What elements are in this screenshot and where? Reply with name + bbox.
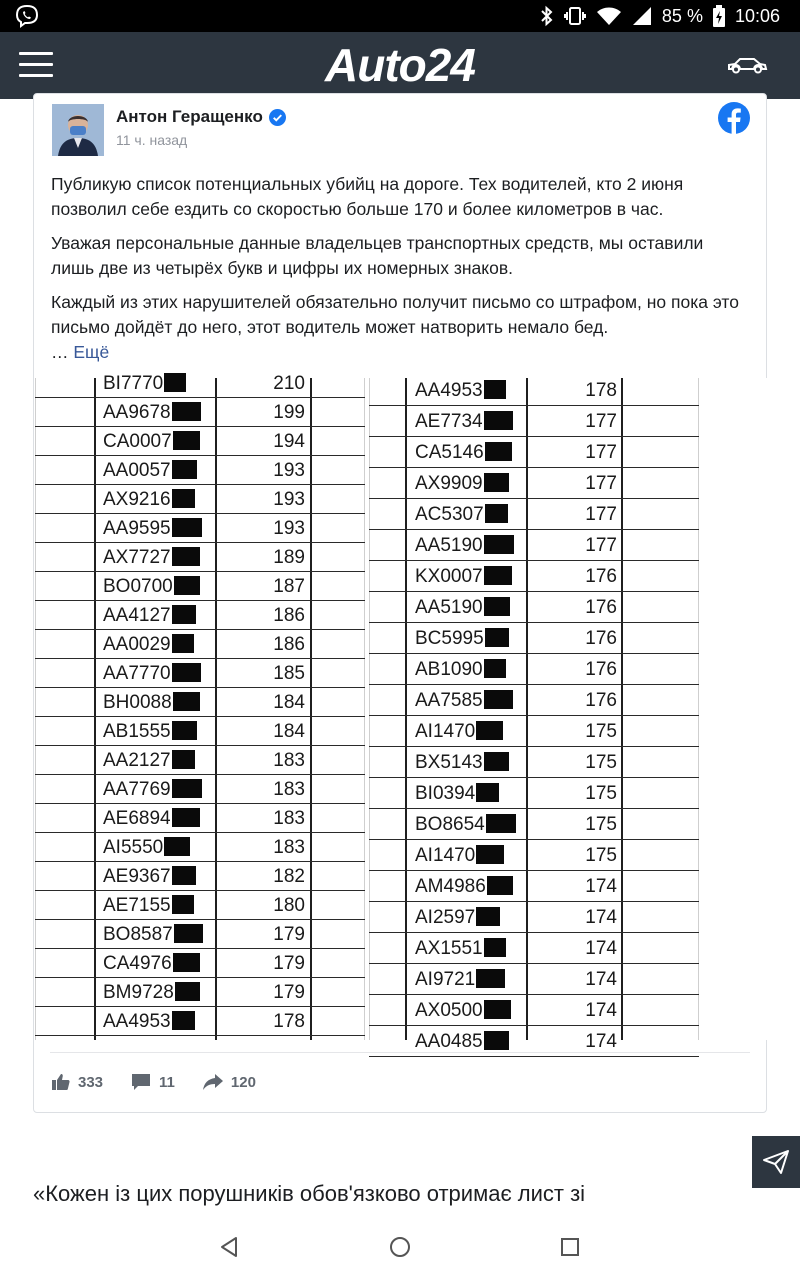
article-quote: «Кожен із цих порушників обов'язково отримає лист зі xyxy=(33,1181,586,1206)
plate-number xyxy=(415,907,500,929)
home-icon[interactable] xyxy=(388,1235,412,1259)
vibrate-icon xyxy=(564,6,586,26)
post-timestamp[interactable]: 11 ч. назад xyxy=(116,132,188,148)
plate-text: BO0700 xyxy=(103,575,173,597)
viber-icon xyxy=(14,4,40,28)
plate-text: BX5143 xyxy=(415,751,483,773)
redaction-block xyxy=(484,411,513,430)
plate-text: AI1470 xyxy=(415,720,476,742)
speed-value: 194 xyxy=(273,430,305,452)
redaction-block xyxy=(476,783,499,802)
plate-number xyxy=(415,659,506,681)
table-row xyxy=(35,949,365,978)
car-icon[interactable] xyxy=(726,54,768,76)
speed-value: 183 xyxy=(273,836,305,858)
table-row xyxy=(369,530,699,561)
redaction-block xyxy=(485,442,512,461)
speed-value: 174 xyxy=(585,906,617,928)
plate-number xyxy=(103,808,200,830)
table-row xyxy=(35,833,365,862)
plate-text: AX1551 xyxy=(415,937,483,959)
bluetooth-icon xyxy=(540,6,554,26)
plate-number xyxy=(415,411,513,433)
back-icon[interactable] xyxy=(218,1235,242,1259)
plate-number xyxy=(103,692,200,714)
table-row xyxy=(35,746,365,775)
plate-number xyxy=(415,845,504,867)
speed-value: 180 xyxy=(273,894,305,916)
plate-text: AX9909 xyxy=(415,472,483,494)
signal-icon xyxy=(632,6,652,26)
speed-table-left xyxy=(35,372,365,1040)
speed-value: 186 xyxy=(273,604,305,626)
clock: 10:06 xyxy=(734,5,780,26)
speed-value: 175 xyxy=(585,751,617,773)
speed-value: 175 xyxy=(585,813,617,835)
speed-value: 175 xyxy=(585,720,617,742)
like-button[interactable] xyxy=(52,1073,103,1091)
table-row xyxy=(369,685,699,716)
plate-number xyxy=(415,721,503,743)
plate-number xyxy=(415,752,509,774)
table-row xyxy=(35,398,365,427)
plate-text: AE7734 xyxy=(415,410,483,432)
table-row xyxy=(369,406,699,437)
redaction-block xyxy=(484,535,514,554)
speed-value: 177 xyxy=(585,410,617,432)
plate-number xyxy=(415,938,506,960)
comment-count: 11 xyxy=(159,1073,175,1091)
table-row xyxy=(35,456,365,485)
plate-text: AA7770 xyxy=(103,662,171,684)
post-paragraph xyxy=(51,290,751,365)
plate-text: AB1090 xyxy=(415,658,483,680)
redaction-block xyxy=(484,938,506,957)
redaction-block xyxy=(485,628,509,647)
speed-value: 189 xyxy=(273,546,305,568)
avatar[interactable] xyxy=(52,104,104,156)
table-row xyxy=(35,862,365,891)
plate-text: BC5995 xyxy=(415,627,484,649)
plate-text: KX0007 xyxy=(415,565,483,587)
plate-text: BO8654 xyxy=(415,813,485,835)
author-name[interactable]: Антон Геращенко xyxy=(116,107,263,126)
redaction-block xyxy=(476,907,500,926)
plate-number xyxy=(415,876,513,898)
speed-value: 193 xyxy=(273,488,305,510)
redaction-block xyxy=(172,808,200,827)
table-row xyxy=(35,978,365,1007)
redaction-block xyxy=(484,1000,511,1019)
redaction-block xyxy=(476,721,503,740)
redaction-block xyxy=(172,547,200,566)
plate-text: AX0500 xyxy=(415,999,483,1021)
redaction-block xyxy=(172,634,194,653)
speed-value: 175 xyxy=(585,844,617,866)
speed-value: 193 xyxy=(273,517,305,539)
plate-number xyxy=(103,1011,195,1033)
redaction-block xyxy=(484,380,506,399)
table-row xyxy=(369,654,699,685)
plate-text: AI2597 xyxy=(415,906,476,928)
plate-number xyxy=(103,750,195,772)
table-row xyxy=(35,543,365,572)
speed-value: 186 xyxy=(273,633,305,655)
speed-value: 177 xyxy=(585,441,617,463)
redaction-block xyxy=(484,752,509,771)
plate-number xyxy=(103,982,200,1004)
table-row xyxy=(369,840,699,871)
share-button[interactable] xyxy=(203,1074,256,1091)
plate-number xyxy=(103,518,202,540)
speed-value: 183 xyxy=(273,778,305,800)
redaction-block xyxy=(173,692,200,711)
redaction-block xyxy=(484,597,510,616)
plate-text: AE7155 xyxy=(103,894,171,916)
plate-text: AA0057 xyxy=(103,459,171,481)
table-row xyxy=(369,933,699,964)
speed-value: 177 xyxy=(585,534,617,556)
table-row xyxy=(35,572,365,601)
plate-text: CA5146 xyxy=(415,441,484,463)
plate-text: AA4127 xyxy=(103,604,171,626)
speed-value: 177 xyxy=(585,472,617,494)
redaction-block xyxy=(164,837,190,856)
plate-text: AX9216 xyxy=(103,488,171,510)
plate-number xyxy=(103,547,200,569)
see-more-link[interactable]: Ещё xyxy=(73,342,110,362)
table-row xyxy=(369,871,699,902)
table-row xyxy=(35,369,365,398)
post-actions xyxy=(52,1062,256,1102)
plate-text: BH0088 xyxy=(103,691,172,713)
table-row xyxy=(369,375,699,406)
plate-number xyxy=(415,597,510,619)
redaction-block xyxy=(172,866,196,885)
thumbs-up-icon xyxy=(52,1073,70,1091)
post-image[interactable] xyxy=(35,372,767,1052)
table-row xyxy=(35,601,365,630)
plate-number xyxy=(103,779,202,801)
plate-text: AA2127 xyxy=(103,749,171,771)
redaction-block xyxy=(172,489,195,508)
like-count: 333 xyxy=(78,1073,104,1091)
plate-number xyxy=(103,866,196,888)
plate-number xyxy=(103,953,200,975)
plate-number xyxy=(415,628,509,650)
table-row xyxy=(369,468,699,499)
plate-text: AI9721 xyxy=(415,968,476,990)
table-row xyxy=(35,514,365,543)
plate-text: BM9728 xyxy=(103,981,174,1003)
app-header xyxy=(0,32,800,99)
table-row xyxy=(35,427,365,456)
plate-number xyxy=(415,814,516,836)
speed-value: 187 xyxy=(273,575,305,597)
plate-text: CA4976 xyxy=(103,952,172,974)
speed-value: 176 xyxy=(585,565,617,587)
table-row xyxy=(369,995,699,1026)
speed-value: 193 xyxy=(273,459,305,481)
plate-number xyxy=(103,663,201,685)
page-content xyxy=(0,99,800,1215)
table-row xyxy=(35,717,365,746)
redaction-block xyxy=(174,924,203,943)
status-bar xyxy=(0,0,800,32)
plate-text: CA0007 xyxy=(103,430,172,452)
table-row xyxy=(369,747,699,778)
post-paragraph: Уважая персональные данные владельцев транспортных средств, мы оставили лишь две из четырёх букв и цифры их номерных знаков. xyxy=(51,233,704,278)
redaction-block xyxy=(172,1011,195,1030)
plate-number xyxy=(103,489,195,511)
speed-value: 176 xyxy=(585,658,617,680)
plate-text: AM4986 xyxy=(415,875,486,897)
table-row xyxy=(35,659,365,688)
plate-number xyxy=(103,576,200,598)
plate-text: BO8587 xyxy=(103,923,173,945)
share-arrow-icon xyxy=(203,1074,223,1090)
plate-text: AA0485 xyxy=(415,1030,483,1052)
speed-value: 174 xyxy=(585,875,617,897)
speed-value: 199 xyxy=(273,401,305,423)
site-logo[interactable]: Auto24 xyxy=(325,39,475,91)
plate-number xyxy=(415,566,512,588)
facebook-icon[interactable] xyxy=(718,102,750,134)
table-row xyxy=(35,485,365,514)
plate-text: AI5550 xyxy=(103,836,164,858)
plate-number xyxy=(415,1031,509,1053)
table-row xyxy=(35,804,365,833)
plate-number xyxy=(415,1000,511,1022)
redaction-block xyxy=(172,895,194,914)
plate-text: AX7727 xyxy=(103,546,171,568)
battery-percent: 85 % xyxy=(661,5,703,26)
table-row xyxy=(35,920,365,949)
battery-charging-icon xyxy=(713,5,725,27)
speed-value: 174 xyxy=(585,1030,617,1052)
plate-number xyxy=(415,535,514,557)
recents-icon[interactable] xyxy=(558,1235,582,1259)
redaction-block xyxy=(172,721,197,740)
table-row xyxy=(35,688,365,717)
redaction-block xyxy=(484,659,506,678)
redaction-block xyxy=(485,504,508,523)
plate-number xyxy=(103,837,190,859)
speed-value: 184 xyxy=(273,720,305,742)
table-row xyxy=(369,716,699,747)
redaction-block xyxy=(476,845,504,864)
table-row xyxy=(369,809,699,840)
redaction-block xyxy=(175,982,200,1001)
table-row xyxy=(369,778,699,809)
redaction-block xyxy=(174,576,200,595)
post-paragraph-text: Каждый из этих нарушителей обязательно получит письмо со штрафом, но пока это письмо дойдёт до него, этот водитель может натворить немало бед. xyxy=(51,292,739,337)
post-text xyxy=(51,172,751,374)
speed-value: 178 xyxy=(585,379,617,401)
redaction-block xyxy=(172,779,202,798)
plate-text: AA9678 xyxy=(103,401,171,423)
table-row xyxy=(369,437,699,468)
ellipsis: … xyxy=(51,342,69,362)
plate-number xyxy=(103,634,194,656)
plate-number xyxy=(415,473,509,495)
redaction-block xyxy=(484,566,512,585)
speed-table-right xyxy=(369,378,699,1052)
paper-plane-icon xyxy=(763,1150,789,1174)
plate-text: AA4953 xyxy=(415,379,483,401)
speed-value: 184 xyxy=(273,691,305,713)
plate-text: AA5190 xyxy=(415,534,483,556)
redaction-block xyxy=(172,750,195,769)
speed-value: 178 xyxy=(273,1010,305,1032)
wifi-icon xyxy=(596,6,622,26)
plate-number xyxy=(103,402,201,424)
plate-number xyxy=(415,783,499,805)
divider xyxy=(50,1052,750,1053)
speed-value: 210 xyxy=(273,372,305,394)
plate-text: BI0394 xyxy=(415,782,476,804)
plate-text: AA9595 xyxy=(103,517,171,539)
plate-text: AE6894 xyxy=(103,807,171,829)
speed-value: 183 xyxy=(273,749,305,771)
redaction-block xyxy=(164,373,186,392)
table-row xyxy=(369,964,699,995)
table-row xyxy=(35,891,365,920)
speed-value: 182 xyxy=(273,865,305,887)
facebook-post-card xyxy=(33,93,767,1113)
plate-number xyxy=(103,895,194,917)
plate-text: AA5190 xyxy=(415,596,483,618)
speed-value: 174 xyxy=(585,999,617,1021)
avatar-image xyxy=(52,104,104,156)
android-nav-bar xyxy=(0,1215,800,1280)
speed-value: 176 xyxy=(585,596,617,618)
comment-button[interactable] xyxy=(131,1073,175,1091)
table-row xyxy=(369,499,699,530)
plate-text: AA0029 xyxy=(103,633,171,655)
table-row xyxy=(369,902,699,933)
speed-value: 176 xyxy=(585,689,617,711)
speed-value: 183 xyxy=(273,807,305,829)
comment-icon xyxy=(131,1073,151,1091)
plate-number xyxy=(103,721,197,743)
share-count: 120 xyxy=(230,1073,256,1091)
table-row xyxy=(369,623,699,654)
plate-text: AI1470 xyxy=(415,844,476,866)
plate-number xyxy=(415,969,505,991)
plate-number xyxy=(103,460,197,482)
redaction-block xyxy=(484,473,509,492)
table-row xyxy=(369,561,699,592)
redaction-block xyxy=(486,814,516,833)
plate-text: BI7770 xyxy=(103,372,164,394)
plate-text: AC5307 xyxy=(415,503,484,525)
speed-value: 179 xyxy=(273,981,305,1003)
speed-value: 177 xyxy=(585,503,617,525)
plate-text: AA7769 xyxy=(103,778,171,800)
plate-number xyxy=(103,605,196,627)
redaction-block xyxy=(173,953,200,972)
plate-text: AA7585 xyxy=(415,689,483,711)
verified-badge-icon xyxy=(269,109,286,126)
redaction-block xyxy=(172,663,201,682)
table-row xyxy=(35,630,365,659)
plate-number xyxy=(415,504,508,526)
redaction-block xyxy=(484,690,513,709)
speed-value: 176 xyxy=(585,627,617,649)
plate-number xyxy=(103,431,200,453)
plate-number xyxy=(103,373,186,395)
redaction-block xyxy=(172,402,201,421)
speed-value: 179 xyxy=(273,923,305,945)
redaction-block xyxy=(172,518,202,537)
plate-text: AE9367 xyxy=(103,865,171,887)
plate-text: AA4953 xyxy=(103,1010,171,1032)
speed-value: 174 xyxy=(585,968,617,990)
post-paragraph: Публикую список потенциальных убийц на дороге. Тех водителей, кто 2 июня позволил себе ездить со скоростью больше 170 и более километров в час. xyxy=(51,174,684,219)
speed-value: 179 xyxy=(273,952,305,974)
redaction-block xyxy=(173,431,200,450)
redaction-block xyxy=(172,605,196,624)
plate-number xyxy=(415,690,513,712)
table-row xyxy=(35,1007,365,1036)
redaction-block xyxy=(172,460,197,479)
redaction-block xyxy=(487,876,513,895)
speed-value: 185 xyxy=(273,662,305,684)
speed-value: 174 xyxy=(585,937,617,959)
plate-number xyxy=(415,442,512,464)
post-author[interactable] xyxy=(116,107,286,127)
speed-value: 175 xyxy=(585,782,617,804)
table-row xyxy=(35,775,365,804)
redaction-block xyxy=(484,1031,509,1050)
plate-number xyxy=(103,924,203,946)
table-row xyxy=(369,592,699,623)
plate-number xyxy=(415,380,506,402)
redaction-block xyxy=(476,969,505,988)
plate-text: AB1555 xyxy=(103,720,171,742)
